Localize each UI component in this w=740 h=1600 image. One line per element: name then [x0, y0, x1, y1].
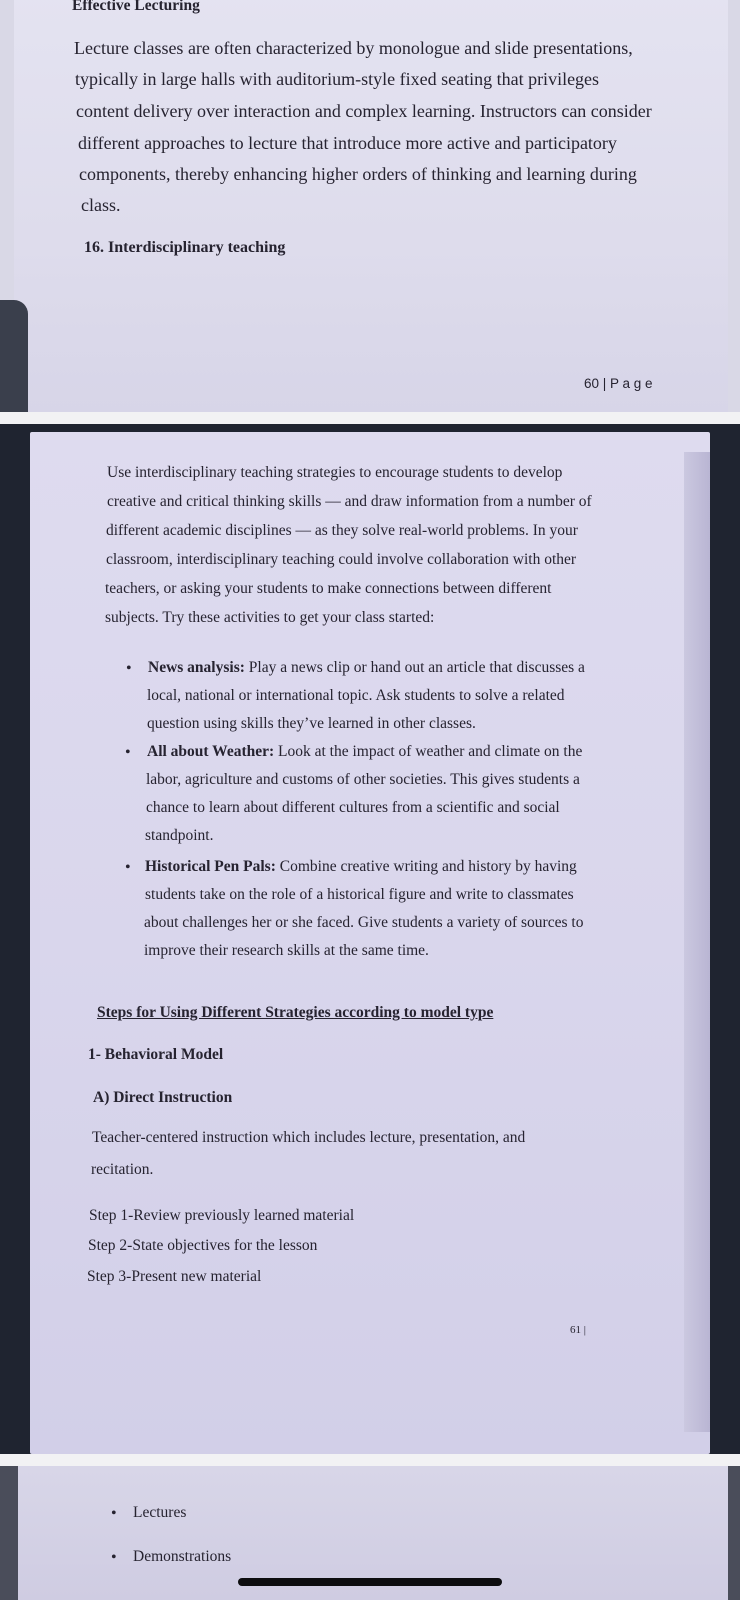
intro-line: classroom, interdisciplinary teaching could involve collaboration with other [106, 551, 577, 568]
bullet-demonstrations: Demonstrations [133, 1548, 232, 1565]
bullet-dot: • [111, 1549, 117, 1566]
section-title-interdisciplinary: 16. Interdisciplinary teaching [84, 239, 286, 256]
intro-line: subjects. Try these activities to get your class started: [105, 609, 435, 626]
intro-line: different academic disciplines — as they solve real-world problems. In your [106, 522, 578, 539]
intro-line: creative and critical thinking skills — and draw information from a number of [107, 493, 592, 510]
paragraph-line: content delivery over interaction and complex learning. Instructors can consider [76, 101, 652, 121]
paragraph-line: components, thereby enhancing higher orders of thinking and learning during [79, 164, 637, 184]
bullet-text-line: chance to learn about different cultures from a scientific and social [146, 799, 560, 816]
paragraph-line: Lecture classes are often characterized by monologue and slide presentations, [74, 38, 633, 58]
home-indicator[interactable] [238, 1578, 502, 1586]
page-60-photo [0, 0, 740, 412]
bullet-text-line: standpoint. [145, 827, 214, 844]
bullet-text-line: question using skills they’ve learned in other classes. [147, 715, 476, 732]
sub-heading-direct-instruction: A) Direct Instruction [93, 1089, 233, 1106]
intro-line: teachers, or asking your students to make connections between different [105, 580, 552, 597]
screenshot-divider [0, 1454, 740, 1466]
paragraph-line: different approaches to lecture that introduce more active and participatory [78, 133, 617, 153]
page-number-61: 61 | [570, 1324, 586, 1336]
bullet-text-line: local, national or international topic. Ask students to solve a related [147, 687, 565, 704]
bullet-dot: • [126, 660, 132, 677]
bullet-dot: • [111, 1505, 117, 1522]
step-item: Step 3-Present new material [87, 1268, 262, 1285]
steps-heading: Steps for Using Different Strategies according to model type [97, 1004, 494, 1021]
paragraph-line: typically in large halls with auditorium-style fixed seating that privileges [75, 69, 600, 89]
bullet-lectures: Lectures [133, 1504, 187, 1521]
bullet-dot: • [125, 859, 131, 876]
description-line: recitation. [91, 1161, 154, 1178]
section-heading-effective-lecturing: Effective Lecturing [72, 0, 200, 14]
page-61-photo [0, 424, 740, 1454]
bullet-text: Look at the impact of weather and climate on the [274, 743, 583, 760]
bullet-text-line: labor, agriculture and customs of other societies. This gives students a [146, 771, 580, 788]
description-line: Teacher-centered instruction which includes lecture, presentation, and [92, 1129, 526, 1146]
bullet-dot: • [125, 744, 131, 761]
bullet-news-analysis [148, 660, 585, 676]
bullet-text: Combine creative writing and history by having [275, 858, 577, 875]
bullet-label: All about Weather: [147, 743, 275, 760]
page-curl-shadow [684, 452, 710, 1432]
book-edge-shadow [0, 300, 28, 412]
bullet-historical-pen-pals [145, 859, 577, 875]
screenshot-divider [0, 412, 740, 424]
bullet-text-line: students take on the role of a historical figure and write to classmates [145, 886, 574, 903]
bullet-text: Play a news clip or hand out an article that discusses a [244, 659, 585, 676]
step-item: Step 2-State objectives for the lesson [88, 1237, 318, 1254]
bullet-all-about-weather [147, 744, 582, 760]
paragraph-line: class. [81, 195, 121, 215]
page-number-60: 60 | P a g e [584, 376, 653, 391]
bullet-label: Historical Pen Pals: [145, 858, 276, 875]
bullet-text-line: improve their research skills at the same time. [144, 942, 429, 959]
intro-line: Use interdisciplinary teaching strategies to encourage students to develop [107, 464, 563, 481]
bullet-text-line: about challenges her or she faced. Give students a variety of sources to [144, 914, 584, 931]
model-heading: 1- Behavioral Model [88, 1046, 224, 1063]
bullet-label: News analysis: [148, 659, 245, 676]
step-item: Step 1-Review previously learned material [89, 1207, 355, 1224]
page-60-paper [14, 0, 728, 412]
